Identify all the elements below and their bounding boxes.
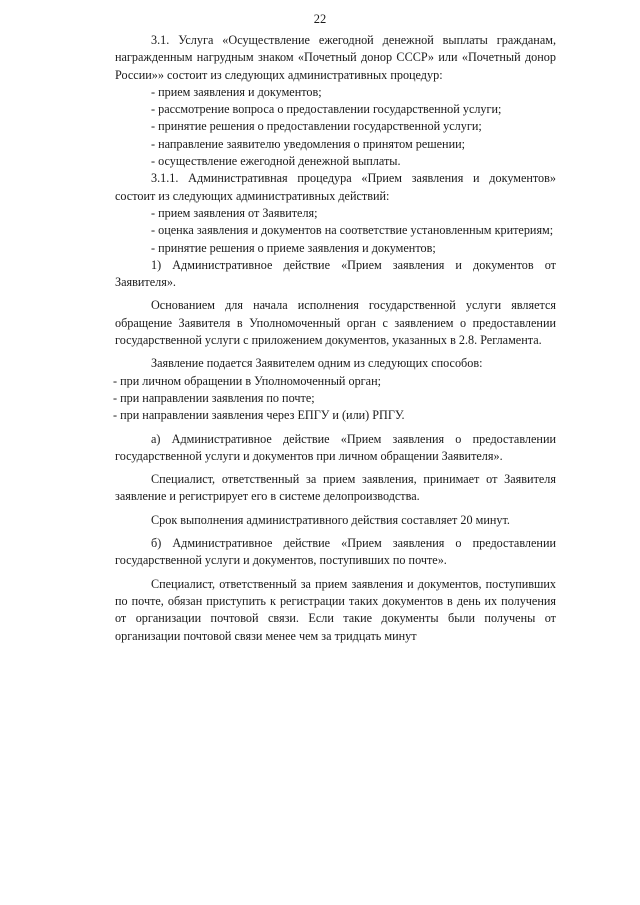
list-item: - осуществление ежегодной денежной выплаты. — [151, 154, 401, 169]
list-item: - принятие решения о приеме заявления и документов; — [151, 240, 436, 255]
paragraph-action-b: б) Административное действие «Прием заявления о предоставлении государственной услуги и документов, поступивших по почте». — [115, 536, 556, 568]
paragraph-action-1: 1) Административное действие «Прием заявления и документов от Заявителя». — [115, 257, 556, 290]
list-item: - оценка заявления и документов на соответствие установленным критериям; — [151, 223, 554, 238]
page-number: 22 — [313, 12, 327, 26]
paragraph-specialist-registers: Специалист, ответственный за прием заявления, принимает от Заявителя заявление и регистрирует его в системе делопроизводства. — [115, 472, 556, 504]
paragraph-basis: Основанием для начала исполнения государственной услуги является обращение Заявителя в Уполномоченный орган с заявлением о предоставлении государственной услуги с приложением документов, указанных в 2.8. Регламента. — [115, 298, 556, 348]
list-item: - прием заявления и документов; — [151, 84, 322, 99]
paragraph-services-intro: 3.1. Услуга «Осуществление ежегодной денежной выплаты гражданам, награжденным нагрудным знаком «Почетный донор СССР» или «Почетный донор России»» состоит из следующих административных процедур: — [115, 33, 556, 82]
paragraph-deadline: Срок выполнения административного действия составляет 20 минут. — [151, 512, 510, 527]
paragraph-postal-documents: Специалист, ответственный за прием заявления и документов, поступивших по почте, обязан приступить к регистрации таких документов в день их получения от организации почтовой связи. Если такие документы были получены от организации почтовой связи менее чем за тридцать минут — [115, 576, 556, 643]
paragraph-action-a: а) Административное действие «Прием заявления о предоставлении государственной услуги и документов при личном обращении Заявителя». — [115, 431, 556, 463]
list-item: - при личном обращении в Уполномоченный орган; — [113, 373, 381, 388]
list-item: - направление заявителю уведомления о принятом решении; — [151, 136, 465, 151]
paragraph-procedure-3-1-1: 3.1.1. Административная процедура «Прием заявления и документов» состоит из следующих административных действий: — [115, 171, 556, 203]
list-item: - при направлении заявления через ЕПГУ и (или) РПГУ. — [113, 408, 405, 423]
document-body — [115, 32, 556, 645]
list-item: - принятие решения о предоставлении государственной услуги; — [151, 119, 482, 134]
list-item: - рассмотрение вопроса о предоставлении государственной услуги; — [151, 102, 502, 117]
paragraph-submission-methods: Заявление подается Заявителем одним из следующих способов: — [151, 356, 483, 371]
list-item: - при направлении заявления по почте; — [113, 390, 315, 405]
list-item: - прием заявления от Заявителя; — [151, 205, 318, 220]
